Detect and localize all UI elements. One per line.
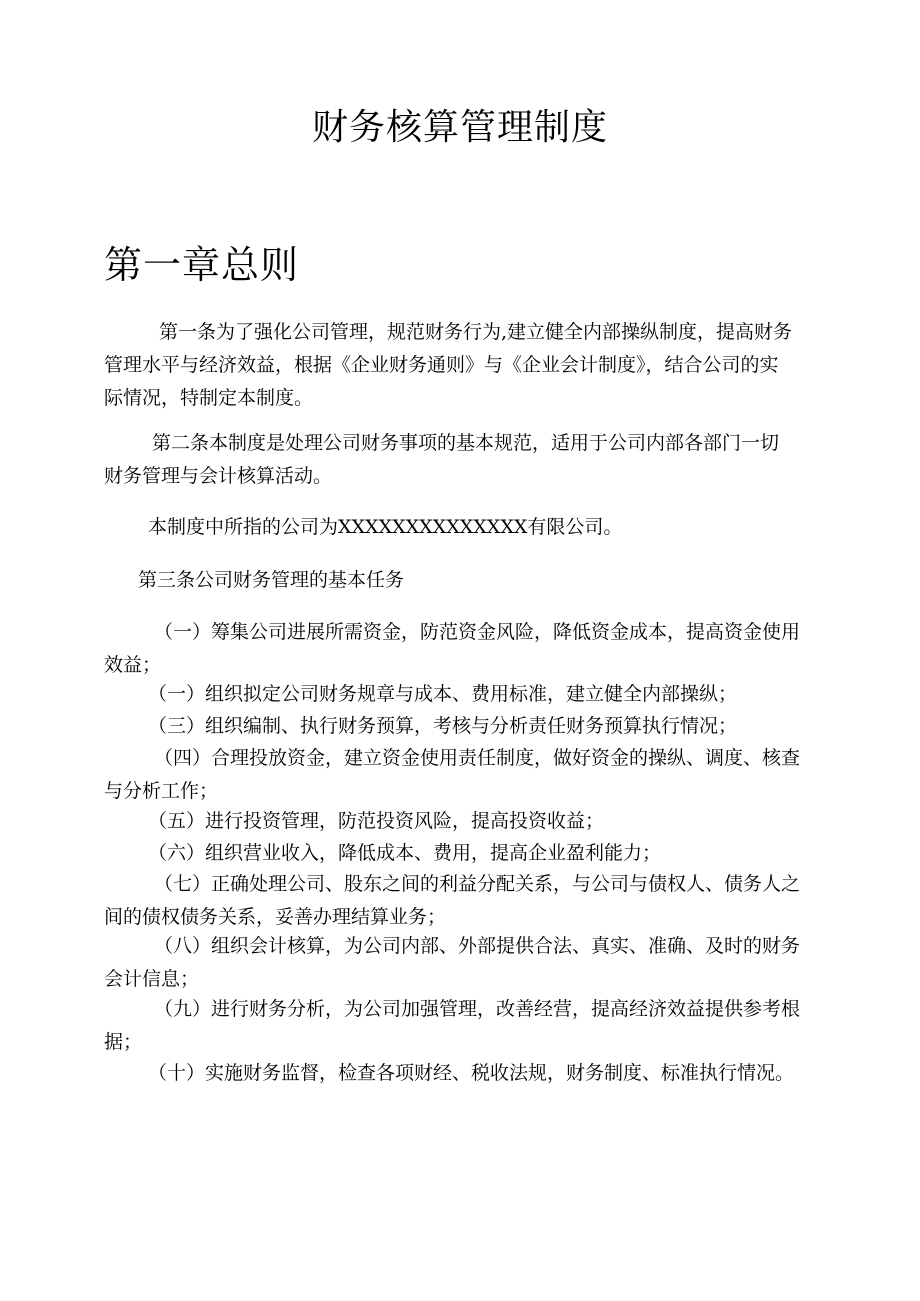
task-line: （九）进行财务分析，为公司加强管理，改善经营，提高经济效益提供参考根: [154, 998, 801, 1020]
task-item: [104, 742, 842, 808]
paragraph-line: 管理水平与经济效益，根据《企业财务通则》与《企业会计制度》，结合公司的实: [104, 354, 779, 376]
paragraph-line: 本制度中所指的公司为XXXXXXXXXXXXXX有限公司。: [148, 516, 623, 538]
task-line-continued: 据；: [104, 1031, 143, 1053]
task-line: （六）组织营业收入，降低成本、费用，提高企业盈利能力；: [148, 842, 662, 864]
document-title: 财务核算管理制度: [311, 107, 608, 148]
task-line: （四）合理投放资金，建立资金使用责任制度，做好资金的操纵、调度、核查: [154, 747, 801, 769]
task-item: [104, 837, 842, 870]
task-line-continued: 与分析工作；: [104, 780, 219, 802]
task-item: [104, 616, 842, 682]
task-line: （八）组织会计核算，为公司内部、外部提供合法、真实、准确、及时的财务: [154, 935, 801, 957]
company-note: [104, 511, 842, 544]
paragraph-line: 财务管理与会计核算活动。: [104, 465, 333, 487]
task-line-continued: 效益；: [104, 654, 162, 676]
task-line: （一）筹集公司进展所需资金，防范资金风险，降低资金成本，提高资金使用: [154, 621, 801, 643]
article-1-paragraph: [104, 316, 842, 415]
task-item: [104, 710, 842, 743]
task-item: [104, 1057, 842, 1090]
article-2-paragraph: [104, 427, 842, 493]
paragraph-line: 第一条为了强化公司管理，规范财务行为,建立健全内部操纵制度，提高财务: [159, 321, 793, 343]
task-item: [104, 868, 842, 934]
task-line-continued: 会计信息；: [104, 968, 200, 990]
chapter-heading: 第一章总则: [104, 243, 300, 287]
task-item: [104, 993, 842, 1059]
task-line: （十）实施财务监督，检查各项财经、税收法规，财务制度、标准执行情况。: [148, 1062, 795, 1084]
paragraph-line: 第三条公司财务管理的基本任务: [138, 569, 405, 591]
paragraph-line: 际情况，特制定本制度。: [104, 387, 314, 409]
paragraph-line: 第二条本制度是处理公司财务事项的基本规范，适用于公司内部各部门一切: [152, 432, 780, 454]
task-item: [104, 805, 842, 838]
task-line-continued: 间的债权债务关系，妥善办理结算业务；: [104, 906, 447, 928]
task-line: （一）组织拟定公司财务规章与成本、费用标准，建立健全内部操纵；: [148, 683, 738, 705]
article-3-heading: [104, 564, 842, 597]
task-line: （五）进行投资管理，防范投资风险，提高投资收益；: [148, 810, 605, 832]
task-line: （七）正确处理公司、股东之间的利益分配关系，与公司与债权人、债务人之: [154, 873, 801, 895]
task-line: （三）组织编制、执行财务预算，考核与分析责任财务预算执行情况；: [148, 715, 738, 737]
task-item: [104, 678, 842, 711]
task-item: [104, 930, 842, 996]
